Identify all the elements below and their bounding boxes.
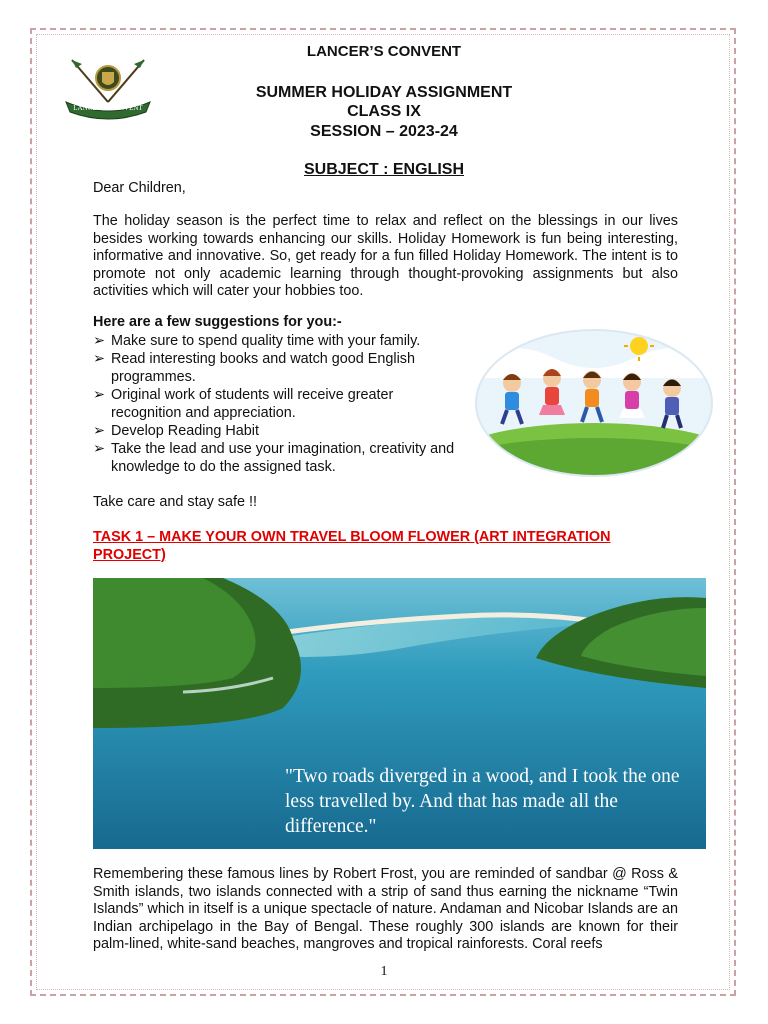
intro-paragraph: The holiday season is the perfect time to relax and reflect on the blessings in our lives besides working towards enhancing our skills. Holiday Homework is fun being interesting, informative and innovative. So, get ready for a fun filled Holiday Homework. The intent is to promote not only academic learning through thought-provoking assignments but also activities which will cater your hobbies too. — [93, 213, 678, 299]
kids-illustration — [474, 328, 714, 478]
assignment-title: SUMMER HOLIDAY ASSIGNMENT — [255, 84, 513, 101]
suggestions-list — [93, 332, 463, 476]
page-number: 1 — [380, 964, 388, 979]
list-item: ➢ Take the lead and use your imagination, creativity and knowledge to do the assigned task. — [93, 441, 455, 475]
suggestions-title: Here are a few suggestions for you:- — [93, 314, 342, 330]
school-name: LANCER’S CONVENT — [306, 43, 462, 60]
body-paragraph: Remembering these famous lines by Robert Frost, you are reminded of sandbar @ Ross & Smith islands, two islands connected with a strip of sand thus earning the nickname “Twin Islands” which in itself is a unique spectacle of nature. Andaman and Nicobar Islands are an Indian archipelago in the Bay of Bengal. These roughly 300 islands are known for their palm-lined, white-sand beaches, mangroves and tropical rainforests. Coral reefs — [93, 866, 678, 952]
list-item: ➢ Read interesting books and watch good English programmes. — [93, 351, 416, 385]
list-item: ➢ Develop Reading Habit — [93, 423, 259, 439]
greeting: Dear Children, — [93, 180, 186, 196]
logo-text: LANCER’S CONVENT — [73, 104, 143, 112]
closing-line: Take care and stay safe !! — [93, 494, 257, 510]
subject-heading: SUBJECT : ENGLISH — [303, 161, 464, 178]
task1-heading: TASK 1 – MAKE YOUR OWN TRAVEL BLOOM FLOWER (ART INTEGRATION PROJECT) — [93, 529, 611, 563]
list-item: ➢ Original work of students will receive greater recognition and appreciation. — [93, 387, 394, 421]
session-label: SESSION – 2023-24 — [310, 123, 458, 140]
list-item: ➢ Make sure to spend quality time with your family. — [93, 333, 421, 349]
class-label: CLASS IX — [347, 103, 421, 120]
frost-quote: "Two roads diverged in a wood, and I took the one less travelled by. And that has made all the difference." — [285, 766, 680, 837]
islands-photo — [93, 578, 706, 849]
